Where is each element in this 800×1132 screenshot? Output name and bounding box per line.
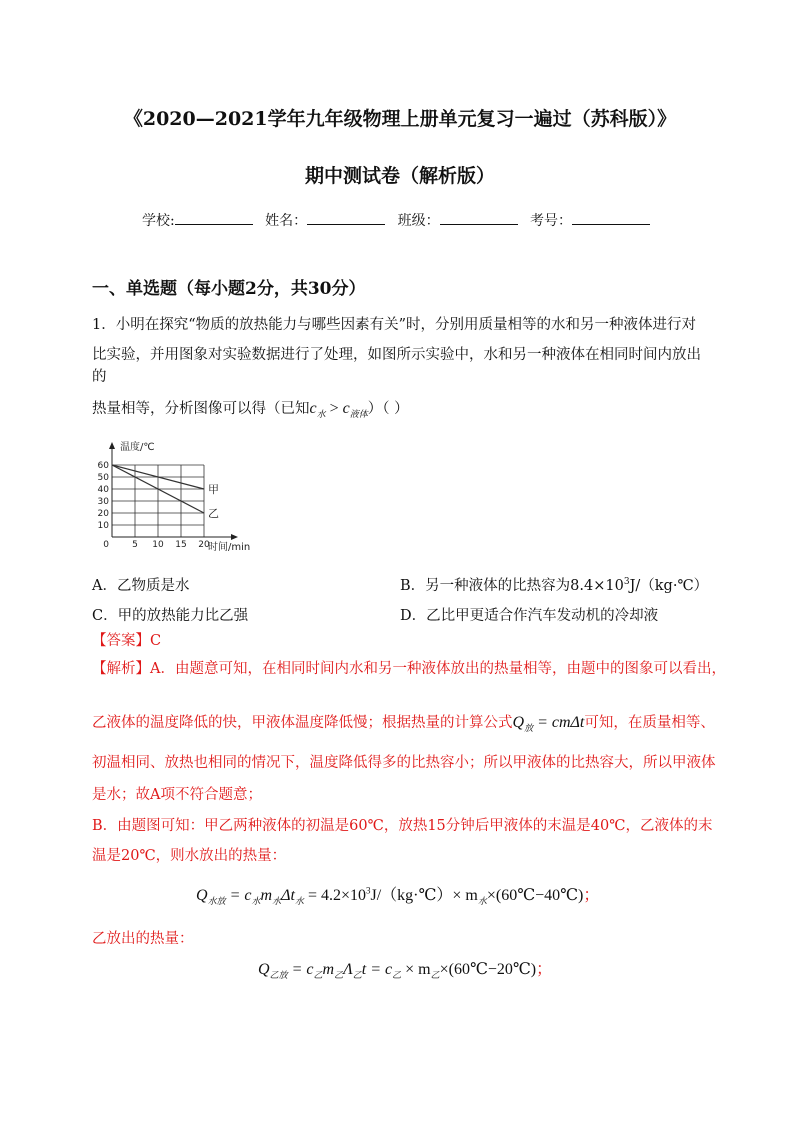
f3-mid: = c (291, 961, 314, 978)
x-tick-label: 20 (198, 540, 210, 550)
heat-formula (512, 714, 585, 734)
analysis-line-2 (92, 712, 732, 739)
y-tick-label: 30 (97, 497, 109, 507)
option-c: C．甲的放热能力比乙强 (92, 608, 249, 624)
y-tick-label: 50 (97, 473, 109, 483)
field-id-blank (572, 211, 650, 225)
f2-rhs-sup: 3 (365, 885, 371, 896)
option-b-text: B．另一种液体的比热容为8.4×10 (400, 578, 624, 594)
series-label: 乙 (208, 507, 219, 520)
analysis-line-5: B．由题图可知：甲乙两种液体的初温是60℃，放热15分钟后甲液体的末温是40℃，乙液体的末 (92, 818, 713, 834)
x-axis-arrow (231, 534, 238, 540)
water-heat-formula (196, 882, 599, 907)
analysis-p1: A．由题意可知，在相同时间内水和另一种液体放出的热量相等，由题中的图象可以看出， (150, 661, 726, 677)
analysis-line-3: 初温相同、放热也相同的情况下，温度降低得多的比热容小；所以甲液体的比热容大，所以甲液体 (92, 755, 716, 771)
y-tick-label: 60 (97, 461, 109, 471)
question-line-3-start: 热量相等，分析图像可以得（已知 (92, 401, 310, 417)
f3-end: ； (536, 961, 553, 978)
x-tick-label: 15 (175, 540, 187, 550)
f2-end: ； (583, 887, 600, 904)
y-axis-label: 温度/℃ (120, 442, 155, 453)
x-tick-label: 10 (152, 540, 164, 550)
option-b-sup: 3 (623, 577, 630, 588)
series-label: 甲 (208, 483, 219, 496)
question-line-3-end: ）（ ） (367, 401, 409, 417)
f3-tail: ×(60℃−20℃) (439, 961, 537, 978)
f3-lhs-sub: 乙放 (269, 970, 288, 981)
field-school-blank (175, 211, 253, 225)
question-line-1: 1．小明在探究“物质的放热能力与哪些因素有关”时，分别用质量相等的水和另一种液体进行对 (92, 317, 697, 333)
f2-lhs-sub: 水放 (207, 896, 226, 907)
option-a: A．乙物质是水 (92, 578, 190, 594)
f2-tail: ×(60℃−40℃) (486, 887, 584, 904)
f2-rhs: = 4.2×10 (307, 887, 366, 904)
f2-rest-sub: 水 (477, 896, 487, 907)
field-name-blank (307, 211, 385, 225)
analysis-line-7: 乙放出的热量： (92, 931, 194, 947)
question-line-2: 比实验，并用图象对实验数据进行了处理，如图所示实验中，水和另一种液体在相同时间内放出的 (92, 347, 701, 385)
document-title: 《2020—2021学年九年级物理上册单元复习一遍过（苏科版）》 (123, 108, 677, 130)
student-info-line (0, 210, 800, 230)
option-b-unit: J/（kg·℃） (629, 578, 709, 594)
f2-m: m (260, 887, 273, 904)
field-name-label: 姓名： (265, 213, 308, 229)
option-b (400, 574, 708, 595)
y-axis-arrow (109, 442, 115, 449)
liquid-heat-formula (258, 956, 552, 981)
f3-m: m (322, 961, 335, 978)
y-tick-label: 10 (97, 521, 109, 531)
answer-line (92, 630, 712, 652)
option-d: D．乙比甲更适合作汽车发动机的冷却液 (400, 608, 659, 624)
f2-rest: J/（kg·℃）× m (370, 887, 478, 904)
f2-mid: = c (229, 887, 252, 904)
section-heading: 一、单选题（每小题2分，共30分） (92, 279, 366, 299)
f3-lhs: Q (258, 961, 270, 978)
f3-dt-sub: 乙 (352, 970, 362, 981)
f3-t-sub: 乙 (392, 970, 402, 981)
field-class-label: 班级： (397, 213, 440, 229)
heat-formula-eq: = cmΔt (537, 714, 585, 731)
analysis-label: 【解析】 (92, 661, 150, 677)
cond-sub-liquid: 液体 (349, 409, 368, 420)
cond-c-liquid: c (342, 400, 350, 417)
f2-m-sub: 水 (272, 896, 282, 907)
cond-gt: > (329, 400, 339, 417)
f2-c-sub: 水 (251, 896, 261, 907)
analysis-line-4: 是水；故A项不符合题意； (92, 787, 262, 803)
f2-lhs: Q (196, 887, 208, 904)
answer-label: 【答案】 (92, 633, 150, 649)
analysis-line-6: 温是20℃，则水放出的热量： (92, 848, 287, 864)
x-axis-label: 时间/min (208, 542, 251, 553)
x-tick-label: 5 (132, 540, 138, 550)
field-id-label: 考号： (530, 213, 573, 229)
f3-rest: × m (405, 961, 431, 978)
heat-formula-q: Q (512, 714, 525, 731)
f2-dt: Δt (281, 887, 295, 904)
f2-dt-sub: 水 (294, 896, 304, 907)
f3-rest-sub: 乙 (430, 970, 440, 981)
chart-labels (98, 440, 251, 553)
condition-formula (309, 400, 368, 420)
document-subtitle: 期中测试卷（解析版） (304, 165, 495, 187)
chart-grid (112, 465, 204, 537)
y-tick-label: 40 (97, 485, 109, 495)
field-school-label: 学校: (141, 213, 175, 229)
f3-m-sub: 乙 (334, 970, 344, 981)
f3-c-sub: 乙 (313, 970, 323, 981)
f3-t: t = c (361, 961, 393, 978)
field-class-blank (440, 211, 518, 225)
heat-formula-sub: 放 (524, 723, 534, 734)
origin-label: 0 (103, 540, 109, 550)
f3-dt: Λ (343, 961, 353, 978)
analysis-p2-start: 乙液体的温度降低的快，甲液体温度降低慢；根据热量的计算公式 (92, 715, 513, 731)
analysis-line-1 (92, 658, 732, 680)
cond-sub-water: 水 (316, 409, 326, 420)
analysis-p2-end: 可知，在质量相等、 (584, 715, 715, 731)
question-line-3 (92, 398, 712, 425)
y-tick-label: 20 (97, 509, 109, 519)
temperature-time-chart (90, 440, 280, 560)
answer-value: C (150, 633, 162, 649)
cond-c-water: c (309, 400, 317, 417)
